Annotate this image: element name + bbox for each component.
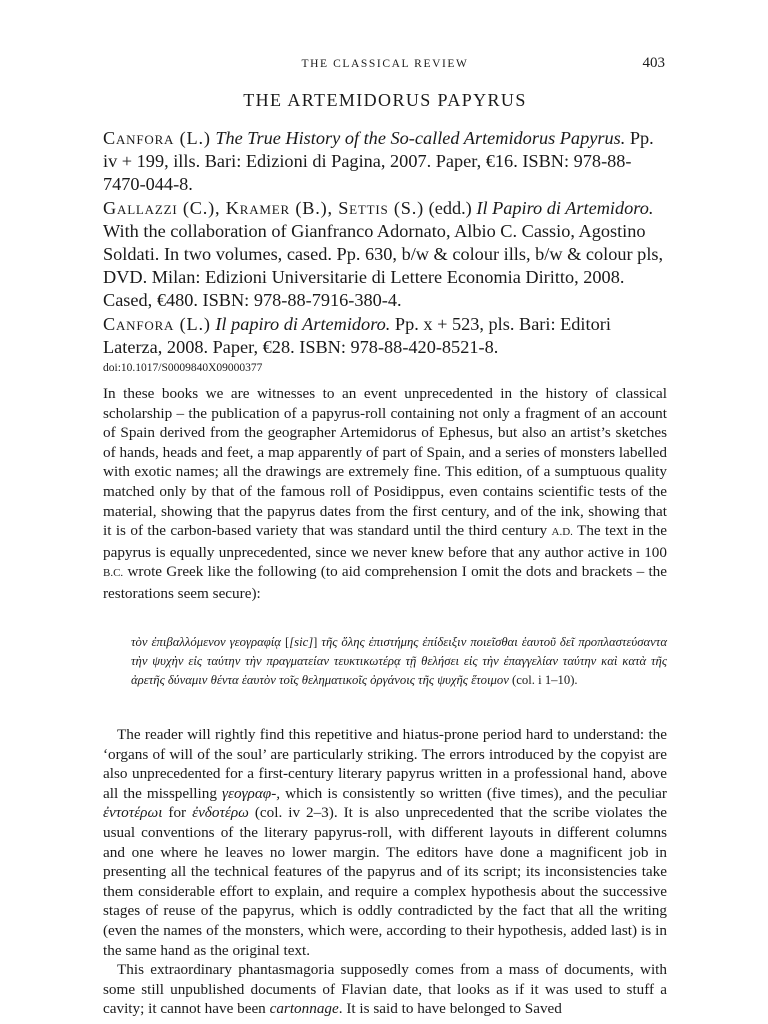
paragraph-text: wrote Greek like the following (to aid comprehension I omit the dots and brackets – the restorations seem secure):: [103, 563, 668, 602]
bibliography: [103, 127, 667, 359]
era-label: A.D.: [551, 526, 573, 539]
bibliography-entry: [103, 127, 667, 197]
entry-authors: Canfora (L.): [103, 128, 211, 148]
era-label: B.C.: [103, 567, 124, 580]
entry-title: Il papiro di Artemidoro.: [215, 313, 391, 334]
entry-details: Pp. x + 523, pls. Bari: Editori Laterza, 2008. Paper, €28. ISBN: 978-88-420-8521-8.: [103, 313, 611, 357]
greek-word: ἐνδοτέρω: [192, 804, 249, 822]
entry-authors: Gallazzi (C.), Kramer (B.), Settis (S.): [103, 197, 425, 218]
article-title: THE ARTEMIDORUS PAPYRUS: [243, 90, 527, 110]
entry-title: Il Papiro di Artemidoro.: [476, 197, 654, 218]
greek-text: τῆς ὅλης ἐπιστήμης ἐπίδειξιν ποιεῖσθαι ἑαυτοῦ δεῖ προπλαστεύσαντα τὴν ψυχὴν εἰς ταύτην τὴν πραγματείαν τευκτικωτέρᾳ τῇ θελήσει εἰς τὴν ἐπαγγελίαν ταύτην καὶ κατὰ τῆς ἀρετῆς δύναμιν θέντα ἑαυτὸν τοῖς θεληματικοῖς ὀργάνοις τῆς ψυχῆς ἕτοιμον: [131, 635, 668, 687]
italic-term: cartonnage: [269, 1000, 339, 1018]
bibliography-entry: [103, 313, 667, 359]
body-paragraph-1: [103, 384, 667, 604]
paragraph-text: This extraordinary phantasmagoria supposedly comes from a mass of documents, with some still unpublished documents of Flavian date, that looks as if it was used to stuff a cavity; it cannot have been: [103, 961, 667, 1018]
paragraph-text: In these books we are witnesses to an event unprecedented in the history of classical scholarship – the publication of a papyrus-roll containing not only a fragment of an account of Spain derived from the geographer Artemidorus of Ephesus, but also an artist’s sketches of hands, heads and feet, a map apparently of part of Spain, and a series of monsters labelled with exotic names; all the drawings are extremely fine. This edition, of a sumptuous quality matched only by that of the famous roll of Posidippus, even contains scientific tests of the material, showing that the papyrus dates from the first century, and of the ink, showing that it is of the carbon-based variety that was standard until the third century: [103, 385, 667, 540]
greek-word: ἐντοτέρωι: [103, 804, 163, 822]
paragraph-text: (col. iv 2–3). It is also unprecedented that the scribe violates the usual conventions of the literary papyrus-roll, with different layouts in different columns and one where he leaves no lower margin. The editors have done a magnificent job in presenting all the technical features of the papyrus and of its script; its inconsistencies take them considerable effort to explain, and require a complex hypothesis about the successive stages of reuse of the papyrus, which is oddly contradicted by the fact that all the writing (even the names of the monsters, which were, according to their hypothesis, added last) is in the same hand as the original text.: [103, 804, 668, 959]
bibliography-entry: [103, 197, 667, 313]
entry-details: Pp. iv + 199, ills. Bari: Edizioni di Pagina, 2007. Paper, €16. ISBN: 978-88-7470-044-8.: [103, 128, 654, 195]
entry-authors: Canfora (L.): [103, 313, 211, 334]
greek-quotation: [131, 633, 667, 690]
entry-editors-note: (edd.): [428, 197, 472, 218]
paragraph-text: The reader will rightly find this repetitive and hiatus-prone period hard to understand: the ‘organs of will of the soul’ are particularly striking. The errors introduced by the copyist are also unprecedented for a first-century literary papyrus written in a professional hand, above all the misspelling: [103, 726, 667, 802]
paragraph-text: which is consistently so written (five times), and the peculiar: [285, 784, 667, 802]
sic-mark: [sic]: [289, 635, 314, 649]
entry-title: The True History of the So-called Artemidorus Papyrus.: [215, 128, 626, 148]
journal-name: THE CLASSICAL REVIEW: [301, 58, 469, 70]
page-number: 403: [642, 55, 665, 71]
greek-text: τὸν ἐπιβαλλόμενον γεογραφίᾳ: [131, 635, 281, 649]
paragraph-text: . It is said to have belonged to Saved: [338, 1000, 562, 1018]
greek-citation: (col. i 1–10).: [512, 673, 578, 687]
body-paragraph-2: [103, 725, 667, 1019]
doi: doi:10.1017/S0009840X09000377: [103, 362, 263, 374]
paragraph-text: for: [168, 804, 187, 822]
body-paragraph-3: [103, 960, 667, 1019]
running-head: [103, 55, 667, 73]
sic-note: [[sic]]: [284, 635, 318, 649]
greek-word: γεογραφ-,: [222, 784, 281, 802]
paragraph-text: The text in the papyrus is equally unprecedented, since we never knew before that any author active in 100: [103, 522, 667, 561]
entry-details: With the collaboration of Gianfranco Adornato, Albio C. Cassio, Agostino Soldati. In two volumes, cased. Pp. 630, b/w & colour ills, b/w & colour pls, DVD. Milan: Edizioni Universitarie di Lettere Economia Diritto, 2008. Cased, €480. ISBN: 978-88-7916-380-4.: [103, 220, 664, 311]
